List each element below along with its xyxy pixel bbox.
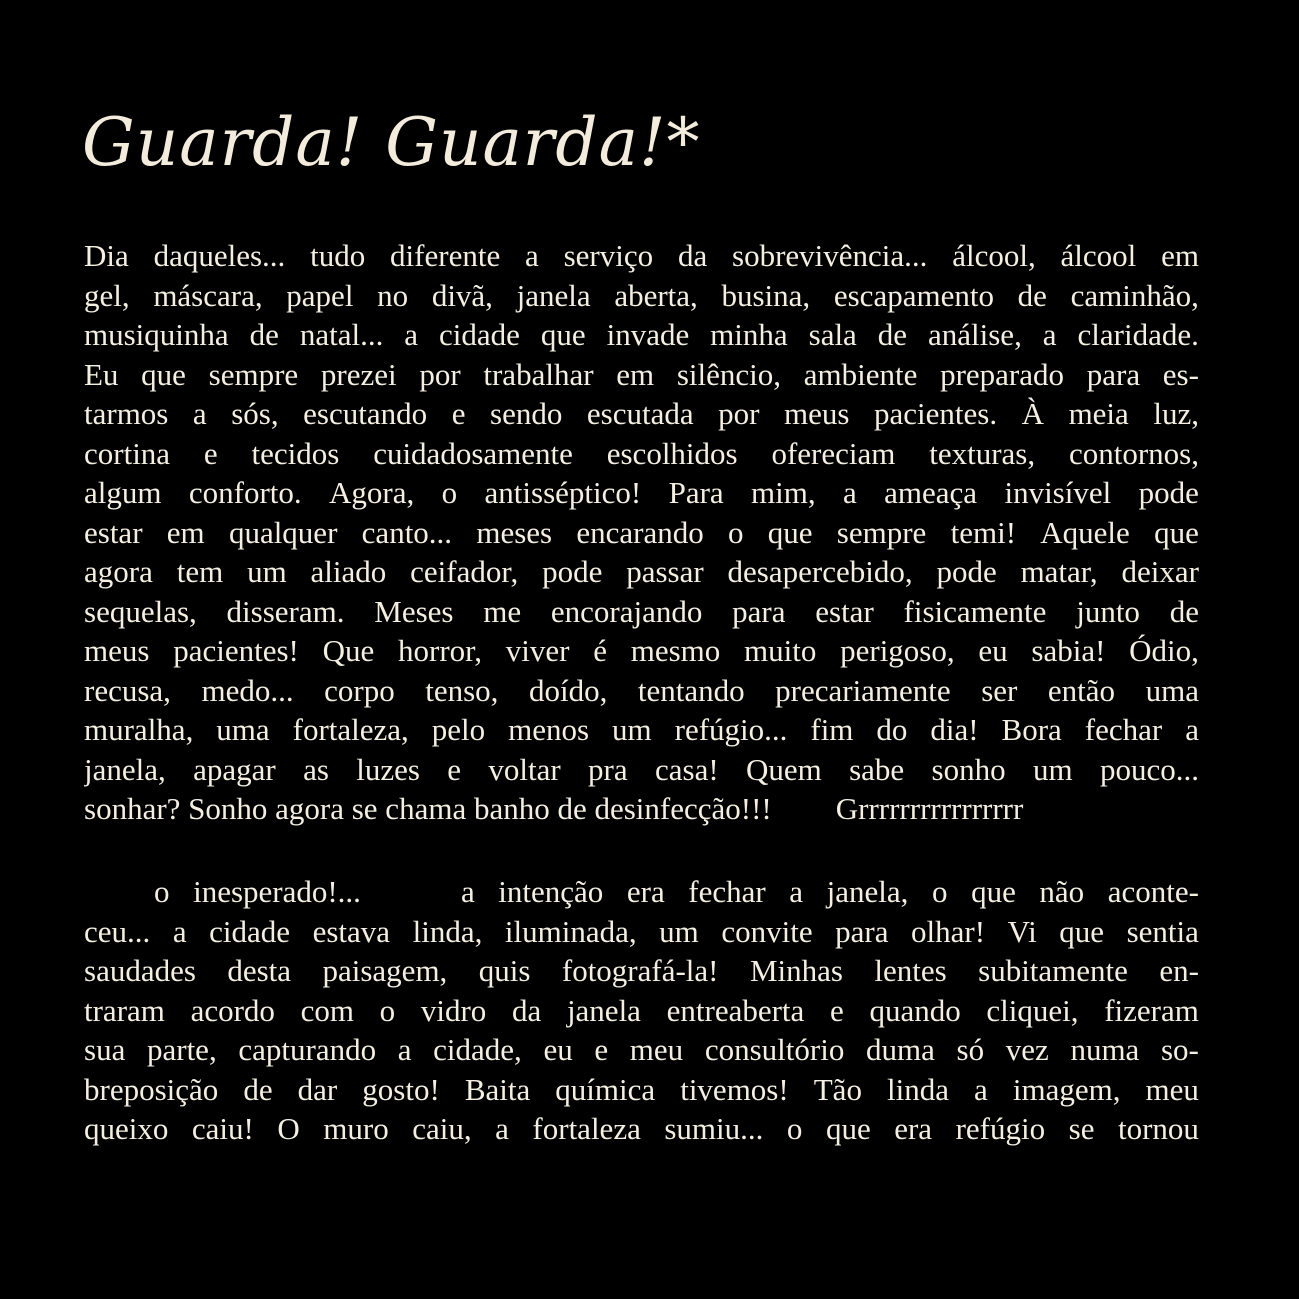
- opening-phrase: o inesperado!...: [154, 874, 361, 909]
- text-line: Eu que sempre prezei por trabalhar em silêncio, ambiente preparado para es-: [84, 356, 1199, 392]
- page-title: Guarda! Guarda!*: [82, 104, 701, 181]
- text-line: gel, máscara, papel no divã, janela aberta, busina, escapamento de caminhão,: [84, 277, 1199, 313]
- growl-text: Grrrrrrrrrrrrrrrr: [835, 791, 1024, 826]
- text-line: muralha, uma fortaleza, pelo menos um refúgio... fim do dia! Bora fechar a: [84, 712, 1199, 747]
- text-line: estar em qualquer canto... meses encarando o que sempre temi! Aquele que: [84, 514, 1199, 550]
- text-line: algum conforto. Agora, o antisséptico! Para mim, a ameaça invisível pode: [84, 475, 1199, 510]
- text-line: sua parte, capturando a cidade, eu e meu consultório duma só vez numa so-: [84, 1032, 1199, 1067]
- text-line-last: [84, 789, 1199, 829]
- text-line: meus pacientes! Que horror, viver é mesmo muito perigoso, eu sabia! Ódio,: [84, 633, 1199, 668]
- text-line: musiquinha de natal... a cidade que invade minha sala de análise, a claridade.: [84, 317, 1199, 352]
- text-line: recusa, medo... corpo tenso, doído, tentando precariamente ser então uma: [84, 672, 1199, 708]
- text-line: traram acordo com o vidro da janela entreaberta e quando cliquei, fizeram: [84, 992, 1199, 1028]
- text-line: breposição de dar gosto! Baita química tivemos! Tão linda a imagem, meu: [84, 1071, 1199, 1107]
- text-line: cortina e tecidos cuidadosamente escolhidos ofereciam texturas, contornos,: [84, 435, 1199, 471]
- text-line: saudades desta paisagem, quis fotografá-la! Minhas lentes subitamente en-: [84, 953, 1199, 988]
- text-line: sequelas, disseram. Meses me encorajando para estar fisicamente junto de: [84, 593, 1199, 629]
- opening-rest: a intenção era fechar a janela, o que não aconte-: [460, 874, 1199, 909]
- text-line: Dia daqueles... tudo diferente a serviço da sobrevivência... álcool, álcool em: [84, 238, 1199, 273]
- paragraph-2: [84, 872, 1199, 1149]
- paragraph-1: [84, 236, 1199, 829]
- text-line: agora tem um aliado ceifador, pode passar desapercebido, pode matar, deixar: [84, 554, 1199, 589]
- text-line: tarmos a sós, escutando e sendo escutada por meus pacientes. À meia luz,: [84, 396, 1199, 431]
- text-line-first: [84, 872, 1199, 912]
- text-line: queixo caiu! O muro caiu, a fortaleza sumiu... o que era refúgio se tornou: [84, 1111, 1199, 1146]
- text-line: ceu... a cidade estava linda, iluminada, um convite para olhar! Vi que sentia: [84, 913, 1199, 949]
- text-line: janela, apagar as luzes e voltar pra casa! Quem sabe sonho um pouco...: [84, 751, 1199, 787]
- text-line-end: sonhar? Sonho agora se chama banho de desinfecção!!!: [84, 791, 772, 826]
